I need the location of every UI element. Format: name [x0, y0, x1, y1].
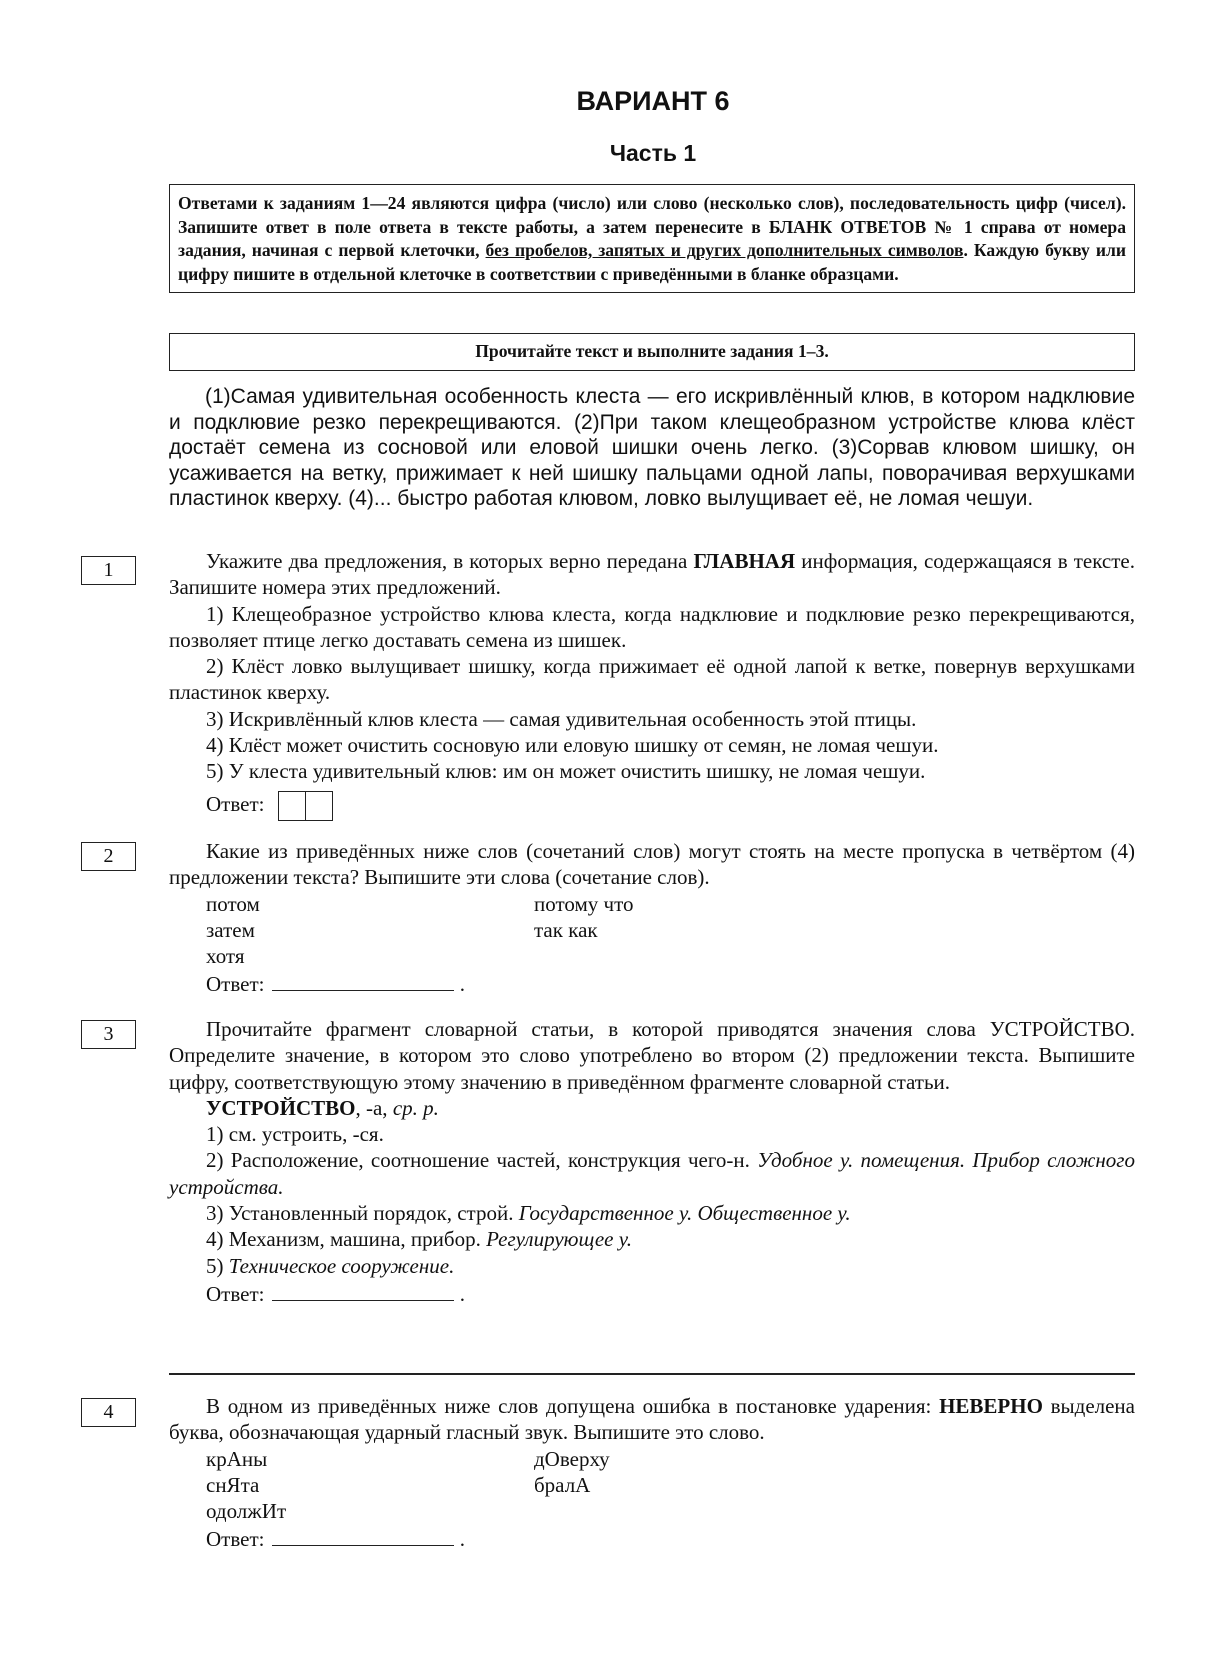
meaning-1: 1) см. устроить, -ся. [206, 1122, 384, 1147]
answer-cell-2[interactable] [305, 791, 333, 821]
reading-passage [169, 384, 1135, 512]
task-number-2: 2 [81, 842, 136, 871]
word-option: потом [206, 891, 260, 916]
meaning-5-text: 5) [206, 1253, 229, 1278]
task-number-1: 1 [81, 556, 136, 585]
meaning-3-example: Государственное у. Общественное у. [518, 1201, 851, 1226]
task-4-answer: Ответ: . [206, 1527, 465, 1552]
word-option: так как [534, 917, 598, 942]
word-option: дОверху [534, 1446, 610, 1471]
task-2-answer: Ответ: . [206, 972, 465, 997]
task-2 [169, 838, 1135, 998]
task-4-word-list [169, 1446, 1135, 1525]
entry-word: УСТРОЙСТВО [206, 1095, 356, 1120]
word-option-empty [534, 943, 834, 969]
word-option: бралА [534, 1472, 591, 1497]
part-title: Часть 1 [609, 140, 697, 166]
passage-text: (1)Самая удивительная особенность клеста — его искривлённый клюв, в котором надклювие и подклювие резко перекрещиваются. (2)При таком клещеобразном устройстве клюва клёст достаёт семена из сосновой или еловой шишки очень легко. (3)Сорвав клювом шишку, он усаживается на ветку, прижимает к ней шишку пальцами одной лапы, поворачивая верхушками пластинок кверху. (4)... быстро работая клювом, ловко вылущивает её, не ломая чешуи. [169, 385, 1135, 510]
word-option: затем [206, 917, 255, 942]
section-divider [169, 1373, 1135, 1375]
meaning-2-example: Удобное у. помещения. Прибор сложного устройства. [169, 1148, 1135, 1199]
task-3 [169, 1016, 1135, 1307]
meaning-2-text: 2) Расположение, соотношение частей, конструкция чего-н. [206, 1148, 758, 1173]
word-option: потому что [534, 891, 634, 916]
answer-label: Ответ: [206, 1527, 265, 1552]
task-1-option-5: 5) У клеста удивительный клюв: им он может очистить шишку, не ломая чешуи. [206, 759, 926, 784]
dictionary-entry-head [169, 1095, 1135, 1121]
task-2-question: Какие из приведённых ниже слов (сочетаний слов) могут стоять на месте пропуска в четвёртом (4) предложении текста? Выпишите эти слова (сочетание слов). [169, 839, 1135, 890]
meaning-4 [169, 1226, 1135, 1252]
word-option-empty [534, 1498, 834, 1524]
task-1-question-bold: ГЛАВНАЯ [693, 549, 796, 573]
task-number-3: 3 [81, 1020, 136, 1049]
meaning-3 [169, 1200, 1135, 1226]
task-4-question [169, 1393, 1135, 1446]
meaning-4-text: 4) Механизм, машина, прибор. [206, 1227, 487, 1252]
meaning-4-example: Регулирующее у. [486, 1227, 632, 1252]
answer-line[interactable] [272, 976, 454, 991]
task-4-question-text-end: выделена буква, обозначающая ударный гласный звук. Выпишите это слово. [169, 1394, 1135, 1445]
variant-title: ВАРИАНТ 6 [576, 86, 730, 116]
word-option: снЯта [206, 1472, 260, 1497]
task-4 [169, 1393, 1135, 1553]
task-1-question-text-end: информация, содержащаяся в тексте. Запишите номера этих предложений. [169, 549, 1135, 600]
word-option: хотя [206, 944, 245, 969]
instructions-text: Ответами к заданиям 1—24 являются цифра (число) или слово (несколько слов), последовательность цифр (чисел). Запишите ответ в поле ответа в тексте работы, а затем перенесите в БЛАНК ОТВЕТОВ № 1 справа от номера задания, начиная с первой клеточки, [178, 193, 1126, 260]
task-1-option-4: 4) Клёст может очистить сосновую или еловую шишку от семян, не ломая чешуи. [206, 733, 939, 758]
entry-suffix: , -а, [355, 1095, 393, 1120]
instructions-text-end: . Каждую букву или цифру пишите в отдельной клеточке в соответствии с приведёнными в бланке образцами. [178, 240, 1127, 284]
answer-label: Ответ: [206, 1281, 265, 1306]
instructions-underlined: без пробелов, запятых и других дополнительных символов [485, 240, 964, 260]
answer-label: Ответ: [206, 791, 265, 816]
task-1-question [169, 548, 1135, 601]
meaning-3-text: 3) Установленный порядок, строй. [206, 1201, 519, 1226]
task-1-option-1: 1) Клещеобразное устройство клюва клеста, когда надклювие и подклювие резко перекрещиваются, позволяет птице легко доставать семена из шишек. [169, 601, 1135, 652]
answer-cells[interactable] [278, 791, 333, 821]
task-3-answer: Ответ: . [206, 1281, 465, 1306]
task-number-4: 4 [81, 1398, 136, 1427]
task-1 [169, 548, 1135, 821]
task-1-option-2: 2) Клёст ловко вылущивает шишку, когда прижимает её одной лапой к ветке, повернув верхушками пластинок кверху. [169, 654, 1135, 705]
instructions-box [169, 184, 1135, 293]
task-1-question-text: Укажите два предложения, в которых верно передана [206, 549, 694, 573]
word-option: одолжИт [206, 1499, 287, 1524]
meaning-5-example: Техническое сооружение. [228, 1253, 455, 1278]
answer-cell-1[interactable] [278, 791, 306, 821]
reading-instruction: Прочитайте текст и выполните задания 1–3. [169, 333, 1135, 371]
answer-line[interactable] [272, 1286, 454, 1301]
meaning-2 [169, 1147, 1135, 1200]
task-1-answer [169, 791, 1135, 821]
task-3-question: Прочитайте фрагмент словарной статьи, в которой приводятся значения слова УСТРОЙСТВО. Определите значение, в котором это слово употреблено во втором (2) предложении текста. Выпишите цифру, соответствующую этому значению в приведённом фрагменте словарной статьи. [169, 1017, 1135, 1094]
task-4-question-bold: НЕВЕРНО [939, 1394, 1043, 1418]
answer-label: Ответ: [206, 972, 265, 997]
task-2-word-list [169, 891, 1135, 970]
word-option: крАны [206, 1446, 268, 1471]
meaning-5 [169, 1253, 1135, 1279]
task-4-question-text: В одном из приведённых ниже слов допущена ошибка в постановке ударения: [206, 1394, 940, 1418]
answer-line[interactable] [272, 1531, 454, 1546]
task-1-option-3: 3) Искривлённый клюв клеста — самая удивительная особенность этой птицы. [206, 706, 917, 731]
entry-grammar: ср. р. [392, 1095, 439, 1120]
